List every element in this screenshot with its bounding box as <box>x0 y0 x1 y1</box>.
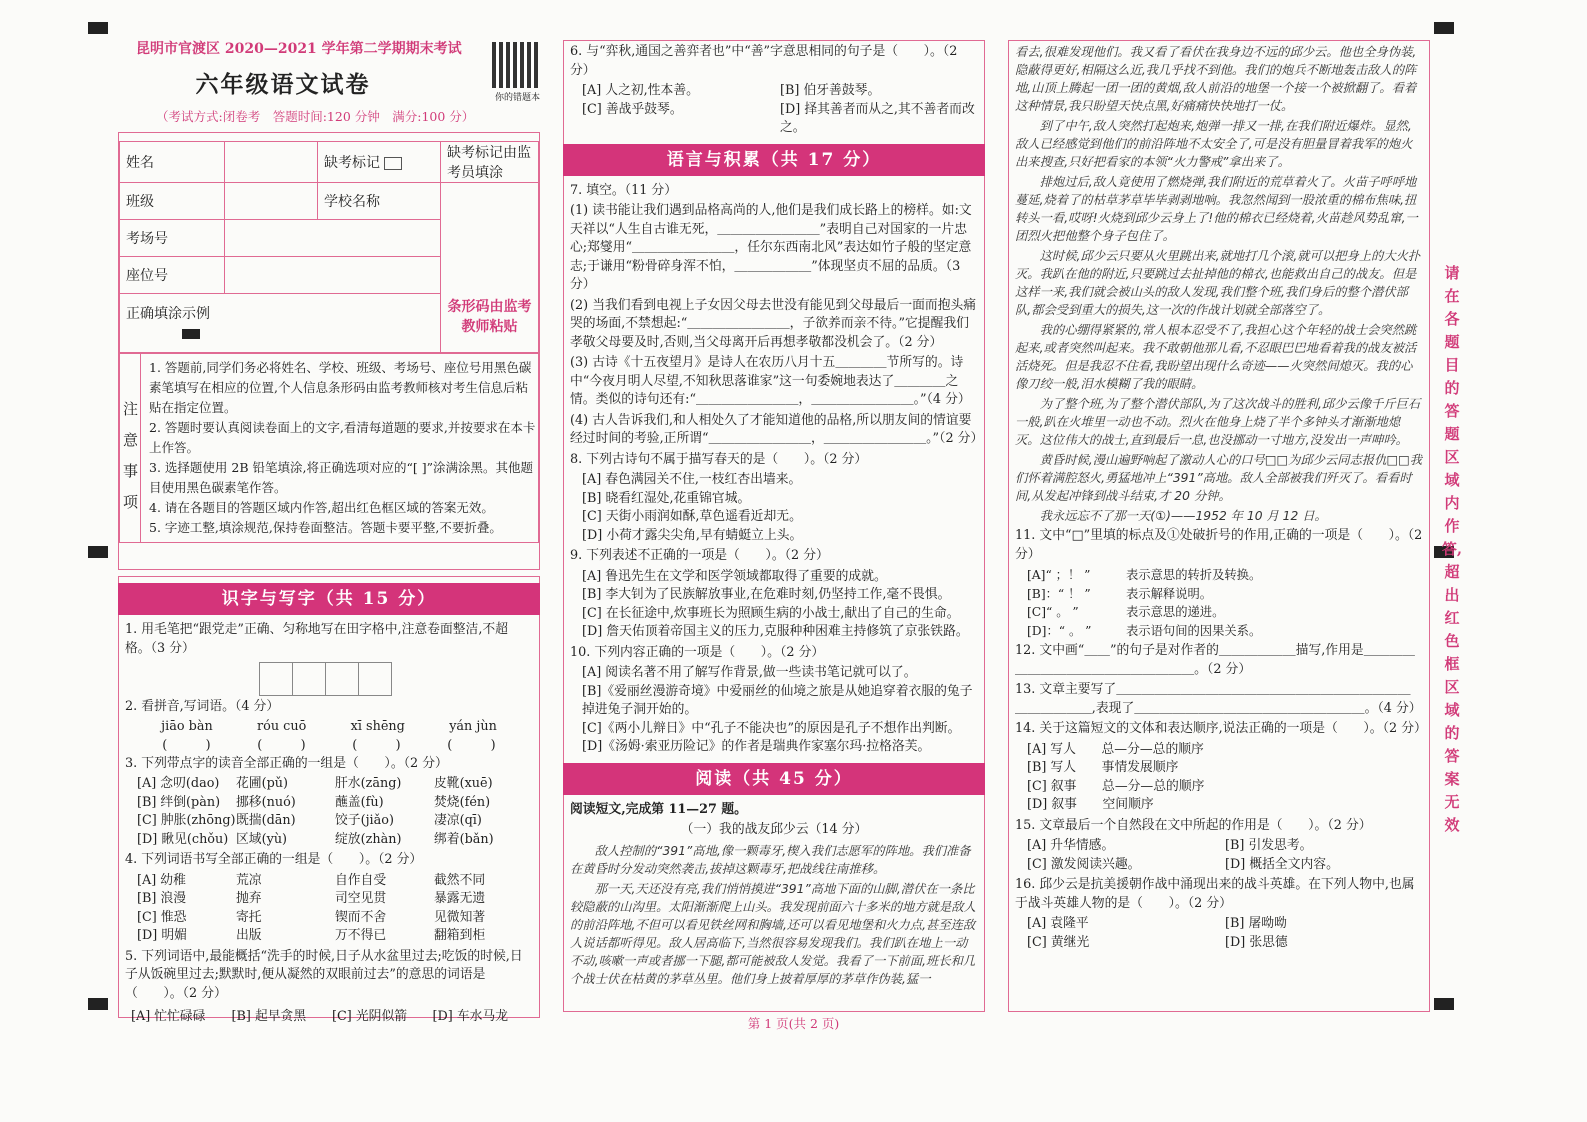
section-3-header: 阅读（共 45 分） <box>563 763 985 795</box>
exam-header <box>118 40 540 132</box>
q8-options[interactable] <box>582 471 978 545</box>
registration-mark <box>88 998 108 1010</box>
pinyin-item: jiāo bàn <box>161 718 213 734</box>
fill-example-mark <box>182 329 200 339</box>
reading-paragraph: 黄昏时候,漫山遍野响起了激动人心的口号□□为邱少云同志报仇□□我们怀着满腔怒火,勇猛地冲上“391”高地。敌人全部被我们歼灭了。看看时间,从发起冲锋到战斗结束,才 20 分钟。 <box>1015 453 1422 503</box>
option[interactable]: [A] 念叨(dao) <box>137 776 220 791</box>
pinyin-item: yán jùn <box>449 718 497 734</box>
option: 万不得已 <box>335 928 387 943</box>
option[interactable]: [A] 袁隆平 <box>1027 916 1089 931</box>
reading-paragraph: 看去,很难发现他们。我又看了看伏在我身边不远的邱少云。他也全身伪装,隐蔽得更好,相隔这么近,我几乎找不到他。我们的炮兵不断地轰击敌人的阵地,山顶上腾起一团一团的黄烟,敌人前沿的地堡一个接一个被掀翻了。看着这种情景,我只盼望天快点黑,好痛痛快快地打一仗。 <box>1015 45 1417 113</box>
option: 焚烧(fén) <box>434 794 491 810</box>
class-field[interactable] <box>225 183 318 220</box>
question-7-1[interactable]: (1) 读书能让我们遇到品格高尚的人,他们是我们成长路上的榜样。如:文天祥以“人生自古谁无死，＿＿＿＿＿＿＿＿”表明自己对国家的一片忠心;郑燮用“＿＿＿＿＿＿＿＿，任尔东西南北风”表达如竹子般的坚定意志;于谦用“粉骨碎身浑不怕，＿＿＿＿＿＿”体现坚贞不屈的品质。（3 分） <box>570 203 972 292</box>
column-2 <box>563 40 985 1012</box>
barcode-area <box>441 183 539 353</box>
option-desc: 表示意思的递进。 <box>1126 605 1225 619</box>
question-10: 10. 下列内容正确的一项是（ ）。（2 分） <box>570 644 825 660</box>
label-exam-room: 考场号 <box>120 220 225 257</box>
section-1-header: 识字与写字（共 15 分） <box>118 583 540 615</box>
q4-options[interactable] <box>137 872 533 946</box>
option[interactable]: [A] 阅读名著不用了解写作背景,做一些读书笔记就可以了。 <box>582 665 917 680</box>
option: 花圃(pǔ) <box>236 776 289 791</box>
option: 区域(yù) <box>236 831 288 847</box>
option: 截然不同 <box>434 872 486 888</box>
option[interactable]: [A] 鲁迅先生在文学和医学领域都取得了重要的成就。 <box>582 568 887 584</box>
option: 肝水(zāng) <box>335 776 402 791</box>
option[interactable]: [C] 善战乎鼓琴。 <box>582 101 683 117</box>
exam-meta: （考试方式:闭卷考 答题时间:120 分钟 满分:100 分） <box>156 109 475 124</box>
question-11: 11. 文中“□”里填的标点及①处破折号的作用,正确的一项是（ ）。（2 分） <box>1015 528 1423 562</box>
option[interactable]: [C]《两小儿辩日》中“孔子不能决也”的原因是孔子不想作出判断。 <box>582 720 961 736</box>
option: 挪移(nuó) <box>236 794 296 810</box>
reading-paragraph: 那一天,天还没有亮,我们悄悄摸进“391”高地下面的山脚,潜伏在一条比较隐蔽的山沟里。太阳渐渐爬上山头。我发现前面六十多米的地方就是敌人的前沿阵地,不但可以看见铁丝网和胸墙,还可以看见地堡和火力点,甚至连敌人说话都听得见。敌人居高临下,当然很容易发现我们。我们趴在地上一动不动,咳嗽一声或者挪一下腿,都可能被敌人发觉。我看了一下前面,班长和几个战士伏在枯黄的茅草丛里。他们身上披着厚厚的茅草作伪装,猛一 <box>570 881 976 986</box>
label-name: 姓名 <box>120 142 225 183</box>
option: 见微知著 <box>434 909 486 925</box>
registration-mark <box>1434 22 1454 34</box>
option[interactable]: [C] 天街小雨润如酥,草色遥看近却无。 <box>582 509 802 524</box>
reading-paragraph: 到了中午,敌人突然打起炮来,炮弹一排又一排,在我们附近爆炸。显然,敌人已经感觉到他们的前沿阵地不太安全了,可是没有胆量冒着我军的炮火出来搜查,只好把看家的本领“火力警戒”拿出来了。 <box>1015 119 1413 169</box>
column-3 <box>1008 40 1430 1012</box>
option[interactable]: [D] 择其善者而从之,其不善者而改之。 <box>780 101 975 135</box>
option[interactable]: [B]：“ ！ ” <box>1027 586 1091 601</box>
option[interactable]: [D] 詹天佑顶着帝国主义的压力,克服种种困难主持修筑了京张铁路。 <box>582 624 969 639</box>
reading-paragraph: 我永远忘不了那一天(①)——1952 年 10 月 12 日。 <box>1039 509 1327 523</box>
notes-label: 注意事项 <box>120 354 141 542</box>
option[interactable]: [A] 写人 总—分—总的顺序 <box>1027 741 1204 757</box>
notes-list <box>141 358 538 538</box>
option[interactable]: [A] 升华情感。 <box>1027 838 1115 853</box>
column-1 <box>118 40 540 1024</box>
option[interactable]: [B] 引发思考。 <box>1225 838 1313 853</box>
notes-box <box>119 353 539 543</box>
option[interactable]: [C] 在长征途中,炊事班长为照顾生病的小战士,献出了自己的生命。 <box>582 605 960 621</box>
question-14: 14. 关于这篇短文的文体和表达顺序,说法正确的一项是（ ）。（2 分） <box>1015 721 1427 736</box>
option: 绽放(zhàn) <box>335 831 402 847</box>
option: 锲而不舍 <box>335 909 387 925</box>
absent-note: 缺考标记由监考员填涂 <box>441 142 539 183</box>
question-7-3[interactable]: (3) 古诗《十五夜望月》是诗人在农历八月十五＿＿＿＿节所写的。诗中“今夜月明人尽望,不知秋思落谁家”这一句委婉地表达了＿＿＿＿之情。类似的诗句还有:“＿＿＿＿＿＿＿＿，＿＿＿＿＿＿＿＿。”（4 分） <box>570 355 971 407</box>
question-16: 16. 邱少云是抗美援朝作战中涌现出来的战斗英雄。在下列人物中,也属于战斗英雄人物的是（ ）。（2 分） <box>1015 877 1415 911</box>
section-2-header: 语言与积累（共 17 分） <box>563 144 985 176</box>
question-7: 7. 填空。（11 分） <box>570 182 678 198</box>
option[interactable]: [C] 叙事 总—分—总的顺序 <box>1027 778 1205 794</box>
exam-title: 六年级语文试卷 <box>195 71 371 98</box>
option: 司空见贯 <box>335 891 387 906</box>
tianzige-grid[interactable] <box>259 662 539 696</box>
option[interactable]: [D] 车水马龙 <box>432 1009 509 1024</box>
option[interactable]: [D] 小荷才露尖尖角,早有蜻蜓立上头。 <box>582 527 803 543</box>
option[interactable]: [D]《汤姆·索亚历险记》的作者是瑞典作家塞尔玛·拉格洛芙。 <box>582 739 931 754</box>
option[interactable]: [D] 明媚 <box>137 928 187 943</box>
label-school: 学校名称 <box>318 183 441 220</box>
option[interactable]: [B] 李大钊为了民族解放事业,在危难时刻,仍坚持工作,毫不畏惧。 <box>582 587 951 602</box>
page-footer: 第 1 页(共 2 页) <box>747 1016 840 1031</box>
q9-options[interactable] <box>582 568 978 642</box>
option: 凄凉(qī) <box>434 813 482 828</box>
question-12[interactable]: 12. 文中画“＿＿”的句子是对作者的＿＿＿＿＿＿描写,作用是＿＿＿＿＿＿＿＿＿＿＿＿＿＿＿＿＿＿。（2 分） <box>1015 643 1415 677</box>
option[interactable]: [A] 幼稚 <box>137 872 186 888</box>
reading-paragraph: 为了整个班,为了整个潜伏部队,为了这次战斗的胜利,邱少云像千斤巨石一般,趴在火堆里一动也不动。烈火在他身上烧了半个多钟头才渐渐地熄灭。这位伟大的战士,直到最后一息,也没挪动一寸地方,没发出一声呻吟。 <box>1015 397 1421 447</box>
option[interactable]: [B] 绊倒(pàn) <box>137 794 221 810</box>
option[interactable]: [C] 光阴似箭 <box>332 1009 408 1024</box>
option: 蘸盖(fù) <box>335 794 384 810</box>
exam-district-title: 昆明市官渡区 2020—2021 学年第二学期期末考试 <box>136 41 462 57</box>
barcode-note: 条形码由监考教师粘贴 <box>447 299 532 335</box>
name-field[interactable] <box>225 142 318 183</box>
note-item: 5. 字迹工整,填涂规范,保持卷面整洁。答题卡要平整,不要折叠。 <box>149 520 502 535</box>
question-5: 5. 下列词语中,最能概括“洗手的时候,日子从水盆里过去;吃饭的时候,日子从饭碗里过去;默默时,便从凝然的双眼前过去”的意思的词语是（ ）。（2 分） <box>125 948 523 1001</box>
qr-caption: 你的错题本 <box>494 93 540 103</box>
q15-options[interactable] <box>1027 837 1423 874</box>
reading-intro: 阅读短文,完成第 11—27 题。 <box>570 801 747 817</box>
option: 抛弃 <box>236 891 262 906</box>
option[interactable]: [B] 伯牙善鼓琴。 <box>780 83 881 98</box>
question-4: 4. 下列词语书写全部正确的一组是（ ）。（2 分） <box>125 852 423 867</box>
student-info-frame <box>118 132 540 570</box>
q10-options[interactable] <box>582 664 978 757</box>
option[interactable]: [A]“ ；！ ” <box>1027 568 1091 582</box>
option: 出版 <box>236 928 262 943</box>
question-15: 15. 文章最后一个自然段在文中所起的作用是（ ）。（2 分） <box>1015 817 1372 833</box>
q11-options[interactable] <box>1027 566 1423 640</box>
option[interactable]: [B] 屠呦呦 <box>1225 916 1287 931</box>
question-9: 9. 下列表述不正确的一项是（ ）。（2 分） <box>570 548 829 563</box>
option: 寄托 <box>236 909 262 925</box>
question-13[interactable]: 13. 文章主要写了＿＿＿＿＿＿＿＿＿＿＿＿＿＿＿＿＿＿＿＿＿＿＿＿＿＿＿＿＿,表现了＿＿＿＿＿＿＿＿＿＿＿＿＿＿＿＿＿＿。（4 分） <box>1015 682 1422 716</box>
option[interactable]: [A] 春色满园关不住,一枝红杏出墙来。 <box>582 472 802 487</box>
reading-paragraph: 排炮过后,敌人竟使用了燃烧弹,我们附近的荒草着火了。火苗子呼呼地蔓延,烧着了的枯草茅草毕毕剥剥地响。我忽然闻到一股浓重的棉布焦味,扭转头一看,哎呀!火烧到邱少云身上了!他的棉衣已经烧着,火苗趁风势乱窜,一团烈火把他整个身子包住了。 <box>1015 175 1418 243</box>
option[interactable]: [D] 张思德 <box>1225 934 1288 950</box>
qr-code-icon <box>492 42 538 88</box>
option[interactable]: [D] 概括全文内容。 <box>1225 856 1339 872</box>
question-7-2[interactable]: (2) 当我们看到电视上子女因父母去世没有能见到父母最后一面而抱头痛哭的场面,不禁想起:“＿＿＿＿＿＿＿＿，子欲养而亲不待。”它提醒我们孝敬父母要及时,否则,当父母离开后再想孝敬都没机会了。（2 分） <box>570 297 977 350</box>
q3-options[interactable] <box>137 775 533 849</box>
answer-area-sidenote: 请在各题目的答题区域内作答,超出红色框区域的答案无效 <box>1441 264 1463 834</box>
option: 饺子(jiǎo) <box>335 813 394 828</box>
option[interactable]: [B] 写人 事情发展顺序 <box>1027 760 1179 775</box>
option: 自作自受 <box>335 872 387 888</box>
absent-checkbox[interactable] <box>384 157 402 170</box>
option[interactable]: [B] 起早贪黑 <box>231 1009 307 1024</box>
note-item: 1. 答题前,同学们务必将姓名、学校、班级、考场号、座位号用黑色碳素笔填写在相应的位置,个人信息条形码由监考教师核对考生信息后粘贴在指定位置。 <box>149 360 532 415</box>
option[interactable]: [C]“ 。 ” <box>1027 605 1079 619</box>
section-1-frame <box>118 576 540 1024</box>
reading-paragraph: 我的心绷得紧紧的,常人根本忍受不了,我担心这个年轻的战士会突然跳起来,或者突然叫起来。我不敢朝他那儿看,不忍眼巴巴地看着我的战友被活活烧死。但是我忍不住看,我盼望出现什么奇迹——火突然间熄灭。我的心像刀绞一般,泪水模糊了我的眼睛。 <box>1015 323 1417 391</box>
seat-field[interactable] <box>225 257 441 294</box>
question-6: 6. 与“弈秋,通国之善弈者也”中“善”字意思相同的句子是（ ）。（2 分） <box>570 44 958 78</box>
option: 既揣(dān) <box>236 813 296 828</box>
option[interactable]: [C] 惟恐 <box>137 909 187 925</box>
registration-mark <box>88 546 108 558</box>
fill-example-label: 正确填涂示例 <box>126 306 210 322</box>
option[interactable]: [C] 肿胀(zhōng) <box>137 813 236 828</box>
question-3: 3. 下列带点字的读音全部正确的一组是（ ）。（2 分） <box>125 755 448 771</box>
question-2: 2. 看拼音,写词语。（4 分） <box>125 699 280 714</box>
option[interactable]: [D] 叙事 空间顺序 <box>1027 797 1154 812</box>
option-desc: 表示解释说明。 <box>1126 586 1213 601</box>
answer-paren-row[interactable]: ( ) ( ) ( ) ( ) <box>162 737 496 753</box>
question-1: 1. 用毛笔把“跟党走”正确、匀称地写在田字格中,注意卷面整洁,不超格。（3 分） <box>125 622 509 656</box>
registration-mark <box>1434 998 1454 1010</box>
pinyin-item: xī shēng <box>350 718 405 734</box>
registration-mark <box>88 22 108 34</box>
option: 绑着(bǎn) <box>434 831 494 847</box>
question-8: 8. 下列古诗句不属于描写春天的是（ ）。（2 分） <box>570 451 868 467</box>
reading-paragraph: 敌人控制的“391”高地,像一颗毒牙,楔入我们志愿军的阵地。我们准备在黄昏时分发动突然袭击,拔掉这颗毒牙,把战线往南推移。 <box>570 843 971 876</box>
option-desc: 表示意思的转折及转换。 <box>1126 568 1262 582</box>
option-desc: 表示语句间的因果关系。 <box>1126 623 1262 638</box>
label-absent: 缺考标记 <box>324 155 380 171</box>
option[interactable]: [C] 激发阅读兴趣。 <box>1027 856 1141 872</box>
option[interactable]: [D]：“ 。 ” <box>1027 623 1092 638</box>
q16-options[interactable] <box>1027 915 1423 952</box>
note-item: 2. 答题时要认真阅读卷面上的文字,看清每道题的要求,并按要求在本卡上作答。 <box>149 420 536 455</box>
exam-room-field[interactable] <box>225 220 441 257</box>
option[interactable]: [A] 忙忙碌碌 <box>131 1009 206 1024</box>
reading-paragraph: 这时候,邱少云只要从火里跳出来,就地打几个滚,就可以把身上的大火扑灭。我趴在他的附近,只要跳过去扯掉他的棉衣,也能救出自己的战友。但是这样一来,我们就会被山头的敌人发现,我们整个班,我们身后的整个潜伏部队,都会受到重大的损失,这一次的作战计划就全部落空了。 <box>1015 249 1421 317</box>
label-class: 班级 <box>120 183 225 220</box>
note-item: 3. 选择题使用 2B 铅笔填涂,将正确选项对应的“[ ]”涂满涂黑。其他题目使用黑色碳素笔作答。 <box>149 460 533 495</box>
option[interactable]: [B]《爱丽丝漫游奇境》中爱丽丝的仙境之旅是从她追穿着衣服的兔子掉进兔子洞开始的。 <box>582 683 973 717</box>
pinyin-item: róu cuō <box>257 718 307 734</box>
option: 暴露无遗 <box>434 891 486 906</box>
option: 翻箱到柜 <box>434 928 486 943</box>
q6-options[interactable] <box>582 82 978 138</box>
option[interactable]: [C] 黄继光 <box>1027 934 1090 950</box>
option[interactable]: [A] 人之初,性本善。 <box>582 83 699 98</box>
option: 荒凉 <box>236 872 262 888</box>
pinyin-row <box>139 719 519 734</box>
student-info-table <box>119 141 539 353</box>
question-7-4[interactable]: (4) 古人告诉我们,和人相处久了才能知道他的品格,所以朋友间的情谊要经过时间的考验,正所谓“＿＿＿＿＿＿＿＿，＿＿＿＿＿＿＿＿。”（2 分） <box>570 412 984 446</box>
option[interactable]: [D] 瞅见(chǒu) <box>137 831 229 847</box>
q14-options[interactable] <box>1027 741 1423 815</box>
label-seat: 座位号 <box>120 257 225 294</box>
option[interactable]: [B] 晓看红湿处,花重锦官城。 <box>582 490 751 506</box>
option: 皮靴(xuē) <box>434 776 493 791</box>
reading-title: （一）我的战友邱少云（14 分） <box>680 822 868 837</box>
option[interactable]: [B] 浪漫 <box>137 891 187 906</box>
note-item: 4. 请在各题目的答题区域内作答,超出红色框区域的答案无效。 <box>149 500 494 515</box>
